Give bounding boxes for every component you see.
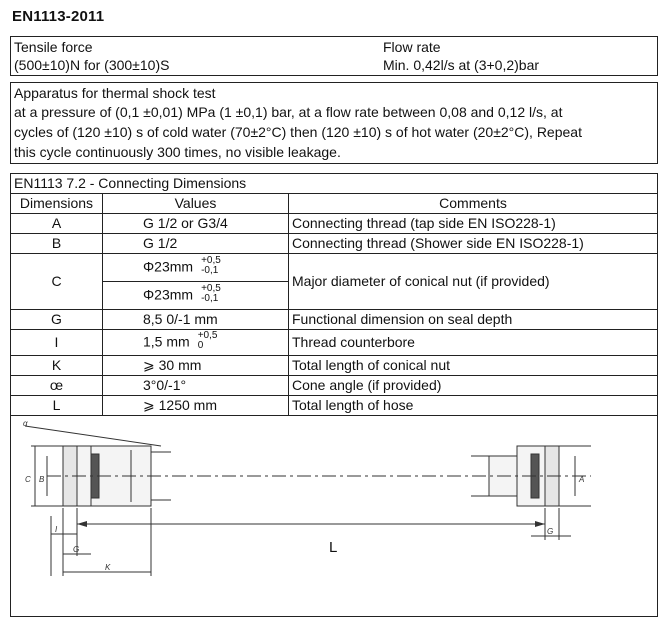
tolerance-lower: -0,1 (201, 292, 219, 304)
label-C: C (25, 475, 31, 484)
label-G-right: G (547, 527, 554, 536)
table-row (11, 376, 658, 396)
table-row (11, 330, 658, 356)
value-cell (103, 356, 289, 376)
apparatus-line-4: this cycle continuously 300 times, no visible leakage. (14, 144, 341, 160)
comment-cell: Total length of hose (289, 396, 658, 416)
value-text: 1250 mm (154, 397, 217, 413)
value-text: Φ23mm (143, 286, 194, 303)
table-row (11, 214, 658, 234)
value-cell: G 1/2 or G3/4 (103, 214, 289, 234)
value-text: 30 mm (154, 357, 202, 373)
comment-cell: Thread counterbore (289, 330, 658, 356)
value-cell (103, 282, 289, 310)
dim-cell: B (11, 234, 103, 254)
header-dimensions: Dimensions (11, 194, 103, 214)
table-row (11, 254, 658, 282)
dim-cell: A (11, 214, 103, 234)
comment-cell: Connecting thread (tap side EN ISO228-1) (289, 214, 658, 234)
flow-value: Min. 0,42l/s at (3+0,2)bar (383, 57, 540, 73)
value-cell (103, 254, 289, 282)
header-comments: Comments (289, 194, 658, 214)
apparatus-box (10, 82, 658, 164)
hose-drawing-box (10, 415, 658, 617)
value-cell (103, 330, 289, 356)
table-row (11, 310, 658, 330)
header-values: Values (103, 194, 289, 214)
label-G-left: G (73, 545, 80, 554)
apparatus-line-2: at a pressure of (0,1 ±0,01) MPa (1 ±0,1) bar, at a flow rate between 0,08 and 0,12 l/s, at (14, 104, 563, 120)
tensile-label: Tensile force (14, 39, 93, 55)
label-A: A (579, 475, 585, 484)
dim-cell: K (11, 356, 103, 376)
tolerance (198, 331, 218, 351)
connecting-dimensions-table (10, 173, 658, 416)
tolerance-lower: -0,1 (201, 264, 219, 276)
tolerance-lower: 0 (197, 339, 204, 351)
tolerance (201, 284, 221, 304)
dim-cell: G (11, 310, 103, 330)
document-title: EN1113-2011 (12, 8, 105, 25)
value-cell (103, 396, 289, 416)
label-L: L (329, 539, 338, 556)
value-cell: 3°0/-1° (103, 376, 289, 396)
greater-equal-symbol: ⩾ (143, 357, 155, 373)
label-K: K (105, 563, 111, 572)
greater-equal-symbol: ⩾ (143, 397, 155, 413)
dim-cell: L (11, 396, 103, 416)
comment-cell: Connecting thread (Shower side EN ISO228-1) (289, 234, 658, 254)
tensile-flow-box (10, 36, 658, 76)
comment-cell: Functional dimension on seal depth (289, 310, 658, 330)
label-B: B (39, 475, 45, 484)
value-text: 1,5 mm (143, 333, 190, 350)
table-row (11, 234, 658, 254)
comment-cell: Major diameter of conical nut (if provided) (289, 254, 658, 310)
apparatus-line-3: cycles of (120 ±10) s of cold water (70±2°C) then (120 ±10) s of hot water (20±2°C), Repeat (14, 124, 582, 140)
dim-cell: I (11, 330, 103, 356)
comment-cell: Cone angle (if provided) (289, 376, 658, 396)
value-text: Φ23mm (143, 258, 194, 275)
comment-cell: Total length of conical nut (289, 356, 658, 376)
tensile-value: (500±10)N for (300±10)S (14, 57, 170, 73)
tolerance-upper: +0,5 (201, 254, 221, 266)
table-caption: EN1113 7.2 - Connecting Dimensions (11, 174, 658, 194)
value-cell: G 1/2 (103, 234, 289, 254)
dim-cell: C (11, 254, 103, 310)
tolerance-upper: +0,5 (201, 282, 221, 294)
value-cell: 8,5 0/-1 mm (103, 310, 289, 330)
table-row (11, 396, 658, 416)
table-row (11, 356, 658, 376)
hose-technical-drawing (11, 416, 657, 616)
flow-label: Flow rate (383, 39, 441, 55)
dim-cell: œ (11, 376, 103, 396)
label-alpha: α (23, 419, 28, 428)
table-caption-row (11, 174, 658, 194)
table-header-row (11, 194, 658, 214)
tolerance-upper: +0,5 (197, 329, 218, 341)
tolerance (201, 256, 221, 276)
label-I: I (55, 525, 58, 534)
apparatus-line-1: Apparatus for thermal shock test (14, 85, 216, 101)
